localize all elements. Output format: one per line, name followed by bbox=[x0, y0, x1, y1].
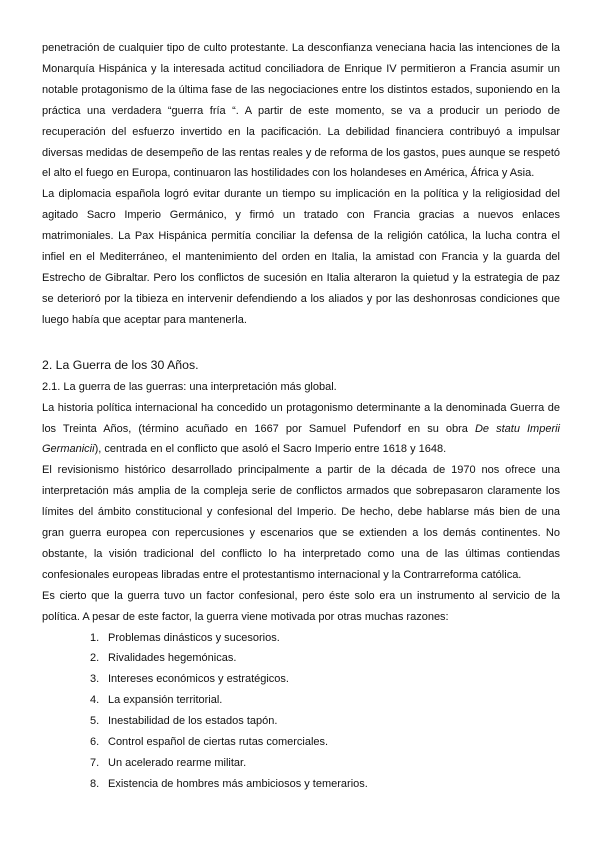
list-text: Control español de ciertas rutas comerciales. bbox=[108, 736, 329, 749]
list-number: 4. bbox=[90, 694, 100, 707]
list-item bbox=[90, 628, 560, 649]
list-item bbox=[90, 774, 560, 795]
list-number: 3. bbox=[90, 673, 100, 686]
list-text: Existencia de hombres más ambiciosos y temerarios. bbox=[108, 777, 368, 790]
section-paragraph-2: El revisionismo histórico desarrollado principalmente a partir de la década de 1970 nos ofrece una interpretación más amplia de la compleja serie de conflictos armados que sobrepasaron claramente los límites del ámbito constitucional y confesional del Imperio. De hecho, debe hablarse más bien de una gran guerra europea con repercusiones y escenarios que se extienden a los demás continentes. No obstante, la visión tradicional del conflicto lo ha interpretado como una de las últimas contiendas confesionales europeas libradas entre el protestantismo internacional y la Contrarreforma católica. bbox=[42, 464, 560, 581]
list-text: Inestabilidad de los estados tapón. bbox=[108, 715, 278, 728]
intro-paragraph-2: La diplomacia española logró evitar durante un tiempo su implicación en la política y la religiosidad del agitado Sacro Imperio Germánico, y firmó un tratado con Francia gracias a nuevos enlaces matrimoniales. La Pax Hispánica permitía conciliar la defensa de la religión católica, la lucha contra el infiel en el Mediterráneo, el mantenimiento del orden en Italia, la amistad con Francia y la guarda del Estrecho de Gibraltar. Pero los conflictos de sucesión en Italia alteraron la quietud y la estrategia de paz se deterioró por la tibieza en intervenir defendiendo a los aliados y por las deshonrosas condiciones que luego había que aceptar para mantenerla. bbox=[42, 188, 560, 326]
paragraph-text-before: La historia política internacional ha concedido un protagonismo determinante a la denominada Guerra de los Treinta Años, (término acuñado en 1667 por Samuel Pufendorf en su obra bbox=[42, 401, 560, 435]
list-item bbox=[90, 732, 560, 753]
list-number: 8. bbox=[90, 777, 100, 790]
list-item bbox=[90, 669, 560, 690]
section-paragraph-3: Es cierto que la guerra tuvo un factor confesional, pero éste solo era un instrumento al servicio de la política. A pesar de este factor, la guerra viene motivada por otras muchas razones: bbox=[42, 589, 560, 623]
reasons-list bbox=[42, 628, 560, 795]
list-item bbox=[90, 648, 560, 669]
list-item bbox=[90, 711, 560, 732]
list-number: 5. bbox=[90, 715, 100, 728]
list-number: 7. bbox=[90, 757, 100, 769]
list-number: 6. bbox=[90, 736, 100, 749]
list-number: 2. bbox=[90, 652, 100, 665]
list-item bbox=[90, 690, 560, 711]
list-text: Rivalidades hegemónicas. bbox=[108, 652, 237, 665]
document-page bbox=[42, 38, 560, 795]
section-paragraph-1 bbox=[42, 398, 560, 461]
list-item bbox=[90, 753, 560, 774]
book-title-italic: De statu Imperii Germanicii bbox=[42, 422, 560, 456]
subsection-title: 2.1. La guerra de las guerras: una interpretación más global. bbox=[42, 380, 337, 393]
section-spacer bbox=[42, 331, 560, 355]
list-number: 1. bbox=[90, 631, 100, 644]
section-title: 2. La Guerra de los 30 Años. bbox=[42, 357, 199, 372]
paragraph-text-after: ), centrada en el conflicto que asoló el Sacro Imperio entre 1618 y 1648. bbox=[94, 443, 447, 456]
list-text: Un acelerado rearme militar. bbox=[108, 757, 247, 769]
intro-paragraph-1: penetración de cualquier tipo de culto protestante. La desconfianza veneciana hacia las intenciones de la Monarquía Hispánica y la interesada actitud conciliadora de Enrique IV permitieron a Francia asumir un notable protagonismo de la última fase de las negociaciones entre los distintos estados, suponiendo en la práctica una verdadera “guerra fría “. A partir de este momento, se va a producir un periodo de recuperación del esfuerzo invertido en la pacificación. La debilidad financiera contribuyó a impulsar diversas medidas de desempeño de las rentas reales y de reforma de los gastos, pues aunque se respetó el alto el fuego en Europa, continuaron las hostilidades con los holandeses en América, África y Asia. bbox=[42, 42, 560, 180]
list-text: La expansión territorial. bbox=[108, 694, 223, 707]
list-text: Problemas dinásticos y sucesorios. bbox=[108, 631, 280, 644]
list-text: Intereses económicos y estratégicos. bbox=[108, 673, 289, 686]
